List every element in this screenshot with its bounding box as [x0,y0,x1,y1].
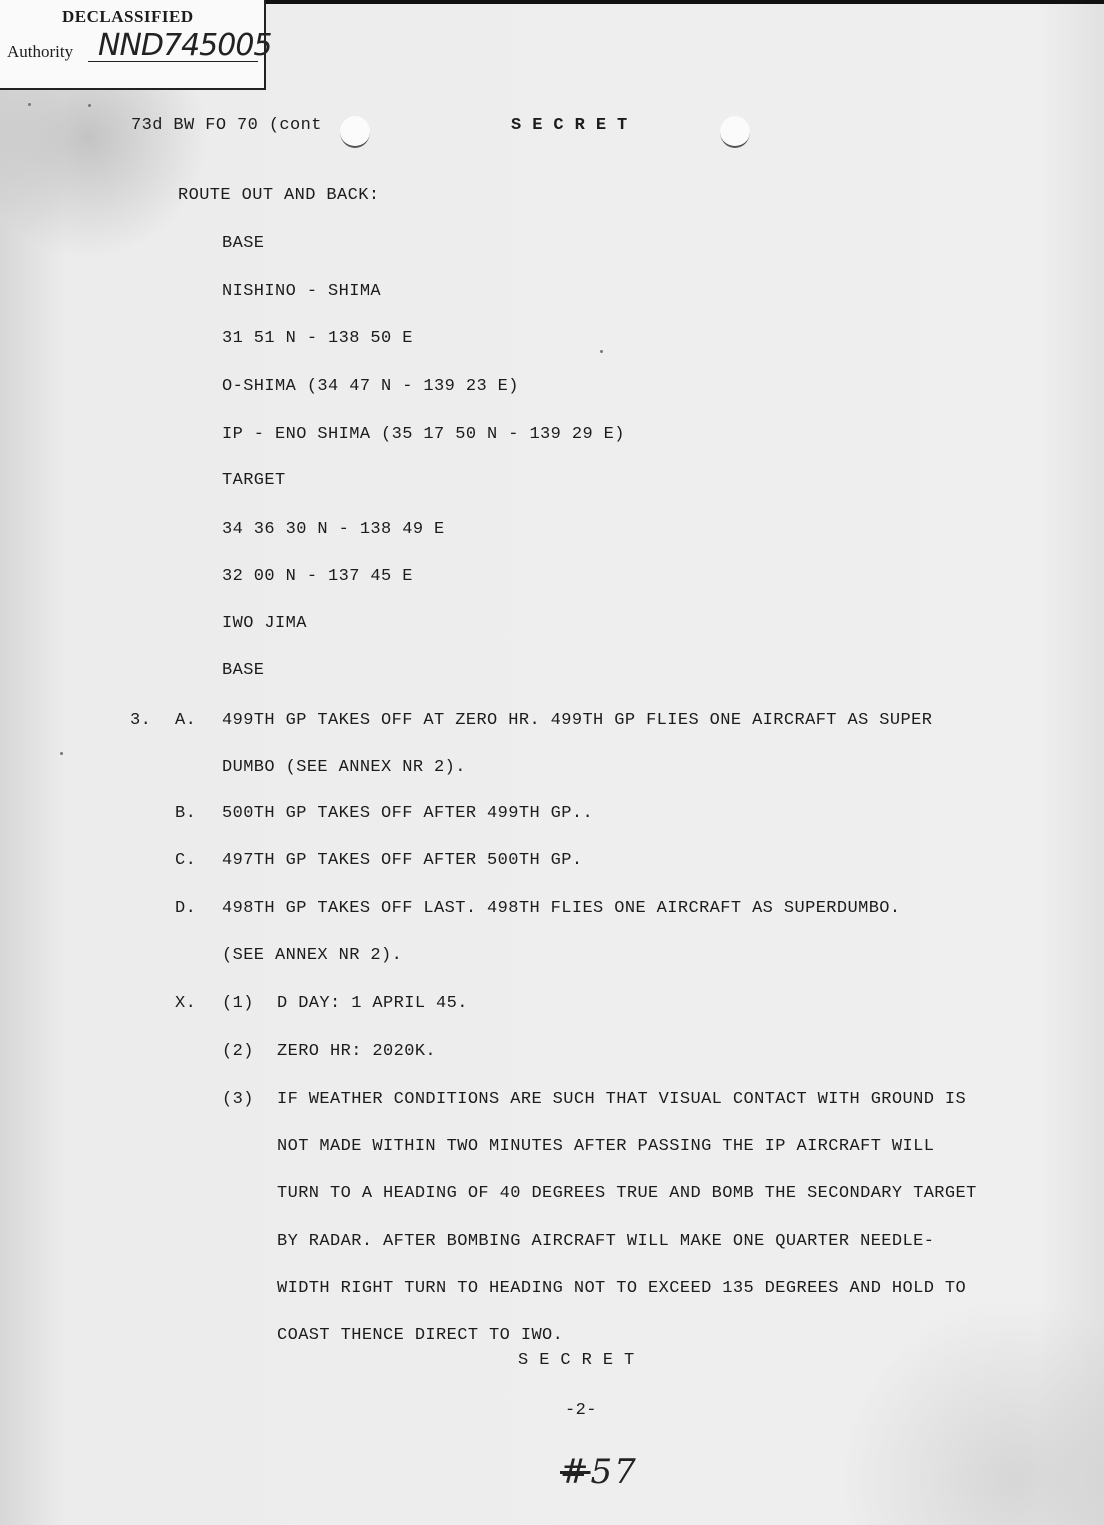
route-point: IWO JIMA [222,614,307,633]
item-c-text: 497TH GP TAKES OFF AFTER 500TH GP. [222,851,583,870]
handwritten-annotation [560,1452,638,1492]
stamp-authority-value: NND745005 [98,28,272,63]
punch-hole-left [340,116,370,148]
stamp-authority-label: Authority [7,42,74,61]
route-point: NISHINO - SHIMA [222,282,382,301]
subitem-3-line: COAST THENCE DIRECT TO IWO. [277,1326,564,1345]
punch-hole-right [720,116,750,148]
item-b-text: 500TH GP TAKES OFF AFTER 499TH GP.. [222,804,594,823]
stamp-title: DECLASSIFIED [62,7,194,26]
subitem-3-line: IF WEATHER CONDITIONS ARE SUCH THAT VISUAL CONTACT WITH GROUND IS [277,1090,967,1109]
item-a-line-2: DUMBO (SEE ANNEX NR 2). [222,758,466,777]
route-point: 32 00 N - 137 45 E [222,567,413,586]
subitem-marker-2: (2) [222,1042,254,1061]
subitem-3-line: TURN TO A HEADING OF 40 DEGREES TRUE AND BOMB THE SECONDARY TARGET [277,1184,977,1203]
item-a-line-1: 499TH GP TAKES OFF AT ZERO HR. 499TH GP FLIES ONE AIRCRAFT AS SUPER [222,711,933,730]
footer-classification: S E C R E T [518,1351,635,1370]
subitem-1-text: D DAY: 1 APRIL 45. [277,994,468,1013]
speck [88,104,91,107]
route-heading: ROUTE OUT AND BACK: [178,186,380,205]
route-point: BASE [222,234,265,253]
subitem-3-line: BY RADAR. AFTER BOMBING AIRCRAFT WILL MAKE ONE QUARTER NEEDLE- [277,1232,935,1251]
item-marker-c: C. [175,851,197,870]
handwritten-prefix: # [560,1452,591,1492]
declassified-stamp [0,0,272,90]
route-point: O-SHIMA (34 47 N - 139 23 E) [222,377,519,396]
item-marker-x: X. [175,994,197,1013]
route-point: 34 36 30 N - 138 49 E [222,520,445,539]
page-number: -2- [565,1401,597,1420]
speck [60,752,63,755]
item-d-line-2: (SEE ANNEX NR 2). [222,946,403,965]
speck [28,103,31,106]
speck [600,350,603,353]
route-point: 31 51 N - 138 50 E [222,329,413,348]
handwritten-number: 57 [590,1452,638,1492]
route-point: TARGET [222,471,286,490]
route-point: BASE [222,661,265,680]
paragraph-number: 3. [130,711,152,730]
item-marker-b: B. [175,804,197,823]
subitem-3-line: NOT MADE WITHIN TWO MINUTES AFTER PASSING THE IP AIRCRAFT WILL [277,1137,935,1156]
item-d-line-1: 498TH GP TAKES OFF LAST. 498TH FLIES ONE AIRCRAFT AS SUPERDUMBO. [222,899,901,918]
route-point: IP - ENO SHIMA (35 17 50 N - 139 29 E) [222,425,625,444]
subitem-3-line: WIDTH RIGHT TURN TO HEADING NOT TO EXCEED 135 DEGREES AND HOLD TO [277,1279,967,1298]
subitem-marker-1: (1) [222,994,254,1013]
subitem-marker-3: (3) [222,1090,254,1109]
item-marker-a: A. [175,711,197,730]
header-classification: S E C R E T [511,116,628,135]
subitem-2-text: ZERO HR: 2020K. [277,1042,437,1061]
item-marker-d: D. [175,899,197,918]
document-reference: 73d BW FO 70 (cont [131,116,322,135]
